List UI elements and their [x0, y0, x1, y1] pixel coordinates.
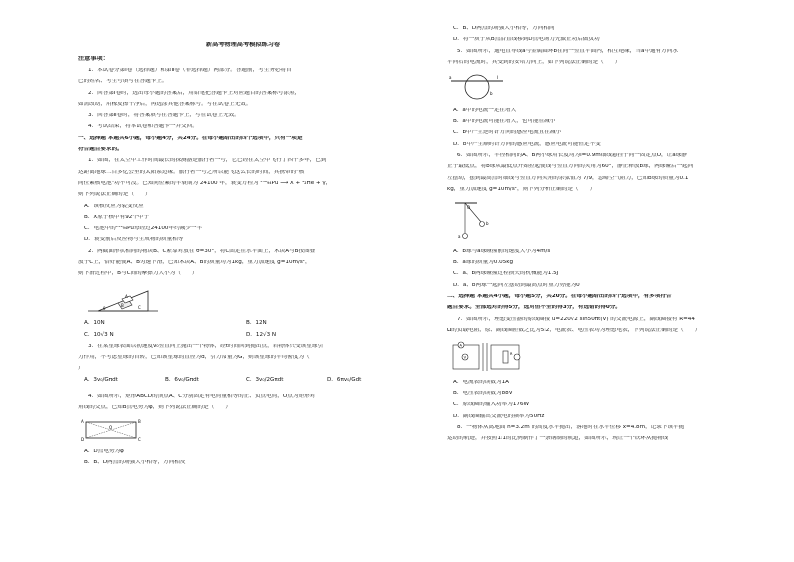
q7-option: B．电压表的读数为88V: [453, 391, 513, 397]
label-o: O: [109, 425, 113, 431]
q6-option: B．a球的质量为0.05kg: [453, 260, 514, 266]
q2-line: 则下滑过程中，B与C间的摩擦力大小为（ ）: [78, 271, 198, 277]
q4-line: 角线的交点，已知B点电势为φ，则下列说法正确的是（ ）: [78, 405, 231, 411]
label-b: b: [490, 91, 493, 97]
section2-heading-cont: 题目要求。全部选对的得5分，选对但不全的得3分，有选错的得0分。: [447, 305, 621, 311]
label-d: D: [81, 437, 85, 443]
q6-line: 止于最低点，将b球从最低点开始拉起使线与竖直方向的夹角为60°，静止释放b球，两球碰后一起向: [447, 164, 694, 170]
label-i: I: [497, 75, 499, 81]
notice-line: 己的姓名、考生号填写在答题卡上。: [78, 79, 168, 85]
label-b: B: [138, 419, 141, 425]
label-c: C: [138, 304, 141, 310]
q2-line: 放于C上，恰好能使A、B匀速下滑，已知木块A、B的质量均为1kg，重力加速度 g=10m/s²，: [78, 260, 311, 266]
q2-line: 2．两截面形状相同的物块B、C紧靠对放在 θ=30°，将C固定在水平面上，木块A与B按图叠: [88, 248, 316, 254]
q1-line: 达距离地球二百多亿公里的太阳系边缘。旅行者一号之所以能飞这么长的时间，其携带的"核: [78, 169, 305, 175]
q6-line: kg，重力加速度 g=10m/s²，则下列分析正确的是（ ）: [447, 186, 596, 192]
label-a: a: [458, 234, 461, 240]
section2-heading: 二、选择题 本题共4小题，每小题5分，共20分。在每小题给出的四个选项中，有多项符合: [447, 293, 672, 299]
q4-figure: [78, 418, 408, 445]
left-column: [78, 8, 408, 472]
q2-options: [78, 321, 408, 332]
q7-line: 7．如图所示，理想变压器的原线圈接 u=220√2 sin50πt(V) 的交流电源上，副线圈接有 R=44: [457, 316, 695, 322]
q6-line: 左摆动，摆到最高点时细线与竖直方向夹角的余弦值为 7/9，忽略空气阻力，已知b球的质量为0.1: [447, 175, 689, 181]
q4-line: 4．如图所示，矩形ABCD的顶点A、C分别固定有电荷量相等的正、负点电荷，O点为矩形对: [88, 393, 316, 399]
label-c: C: [138, 437, 141, 443]
q7-option: C．原线圈的输入功率为176W: [453, 402, 530, 408]
section1-heading-cont: 符合题目要求的。: [78, 147, 123, 153]
label-ammeter: A: [459, 343, 462, 348]
exam-title: 新高考物理高考模拟练习卷: [205, 42, 281, 48]
q1-line: 则下列说法正确的是（ ）: [78, 192, 151, 198]
notice-line: 如需改动，用橡皮擦干净后，再选涂其他答案标号。写在试卷上无效。: [78, 101, 252, 107]
q2-option: B．12N: [246, 320, 267, 327]
q2-option: D．12√3 N: [246, 331, 277, 338]
q3-line: 力作用，不考虑星球的自转，已知该星球的直径为d，引力常量为G，则该星球的平均密度为（: [78, 355, 316, 361]
q4-option: B．B、D两点的场强大小相等，方向相反: [84, 460, 186, 466]
q5-option: C．b中产生逆时针方向的感应电流且在减小: [453, 130, 562, 136]
notice-line: 4．考试结束，将本试卷和答题卡一并交回。: [88, 124, 198, 130]
q1-option: A．该核反应为裂变反应: [84, 203, 144, 209]
q3-option: B．6v₀/Gπdt: [165, 376, 199, 383]
notice-heading: 注意事项：: [78, 56, 109, 62]
label-voltmeter: V: [463, 355, 467, 360]
q6-option: A．b球与a球碰撞前的速度大小为4m/s: [453, 248, 551, 254]
q5-line: 5．如图所示，通电直导线a与金属圆环b在同一竖直平面内，相互绝缘，当a中通有方向水: [457, 48, 678, 54]
q6-option: C．a、b两球碰撞过程损失的机械能为1.5J: [453, 271, 559, 277]
q7-line: Ω的负载电阻，原、副线圈匝数之比为5∶2，电流表、电压表均为理想电表，下列说法正确的是（ ）: [447, 327, 701, 333]
q3-options: [78, 378, 408, 394]
q8-line: 运动的轨迹，并按照1∶1的比例制作了一条钢制的轨道，如图所示，现让一个铁环从抛物线: [447, 436, 669, 442]
label-a: A: [125, 293, 128, 299]
right-column: [447, 26, 777, 448]
q1-line: 1．如图，在太空中工作时间最长的探测器是旅行者一号，它已经在太空中飞行了四十多年，已到: [88, 158, 327, 164]
q5-figure: [447, 73, 777, 104]
q6-figure: [447, 200, 777, 245]
q5-option: D．b中产生顺时针方向的感应电流，感应电流可能恒定不变: [453, 141, 601, 147]
q2-figure: [78, 285, 408, 318]
q1-option: D．衰变前后反应物与生成物的质量相等: [84, 237, 184, 243]
label-o: O: [467, 205, 471, 211]
q5-line: 平向右的电流时，其受到的安培力向上，如下列说法正确的是（ ）: [447, 59, 621, 65]
q7-option: D．副线圈输出交流电的频率为50Hz: [453, 413, 545, 419]
q6-option: D．a、b两球一起向左摆动到最高点时重力势能为0: [453, 282, 580, 288]
q7-figure: [447, 341, 777, 376]
q2-option: A．10N: [84, 320, 105, 327]
q3-line: 3．在某星球表面以初速度v₀竖直向上抛出一个物体，经t时间回到抛出点，若物体只受该星球引: [88, 343, 324, 349]
section1-heading: 一、选择题 本题共6小题，每小题4分，共24分。在每小题给出的四个选项中，只有一项是: [78, 135, 303, 141]
q3-option: D．6πv₀/Gdt: [327, 376, 362, 383]
q4-option: A．D点电势为φ: [84, 448, 124, 454]
q2-options: [78, 333, 408, 344]
label-r: R: [510, 352, 513, 357]
q1-line: 同位素核电池"功不可没。已知同位素的半衰期为 24100 年，衰变方程为 ²³⁹₉₄Pu ⟶ X + ⁴₂He + γ，: [78, 180, 332, 186]
q6-line: 6．如图所示，半径相同的A、B两小球用长度均为l=0.9m细线悬挂于同一固定点O，让a球静: [457, 152, 687, 158]
label-theta: θ: [103, 305, 106, 311]
q3-line: ）: [78, 366, 84, 372]
label-a: A: [81, 419, 84, 425]
q7-option: A．电流表的读数为1A: [453, 379, 509, 385]
q5-option: B．a中的电流可能在增大，也可能在减小: [453, 119, 556, 125]
q4-option: C．B、D两点的场强大小相等，方向相同: [453, 26, 555, 31]
notice-line: 2．回答第Ⅰ卷时，选出每小题的答案后，用铅笔把答题卡上对应题目的答案标号涂黑，: [88, 90, 301, 96]
label-a: a: [449, 75, 452, 81]
label-b: b: [486, 221, 489, 227]
q1-option: C．电池中的²³⁹₉₄Pu每经过24100年约减少一半: [84, 226, 203, 232]
label-b: B: [121, 302, 124, 308]
notice-line: 1．本试卷分第Ⅰ卷（选择题）和第Ⅱ卷（非选择题）两部分。答题前，考生务必将自: [88, 68, 292, 73]
q3-option: A．3v₀/Gπdt: [84, 376, 118, 383]
q3-option: C．3v₀/2Gπdt: [246, 376, 284, 383]
q1-option: B．X原子核中有92个中子: [84, 214, 150, 220]
notice-line: 3．回答第Ⅱ卷时，将答案填写在答题卡上，写在试卷上无效。: [88, 113, 240, 119]
q2-option: C．10√3 N: [84, 331, 114, 338]
q8-line: 8．一物体从离地面 h=3.2m 的高度水平抛出，落地时在水平位移 x=4.8m，记录下该平抛: [457, 424, 685, 430]
q5-option: A．a中的电流一定在增大: [453, 107, 517, 113]
q4-option: D．将一质子从B点沿直线移到D点电场力先做正功后做负功: [453, 37, 600, 43]
